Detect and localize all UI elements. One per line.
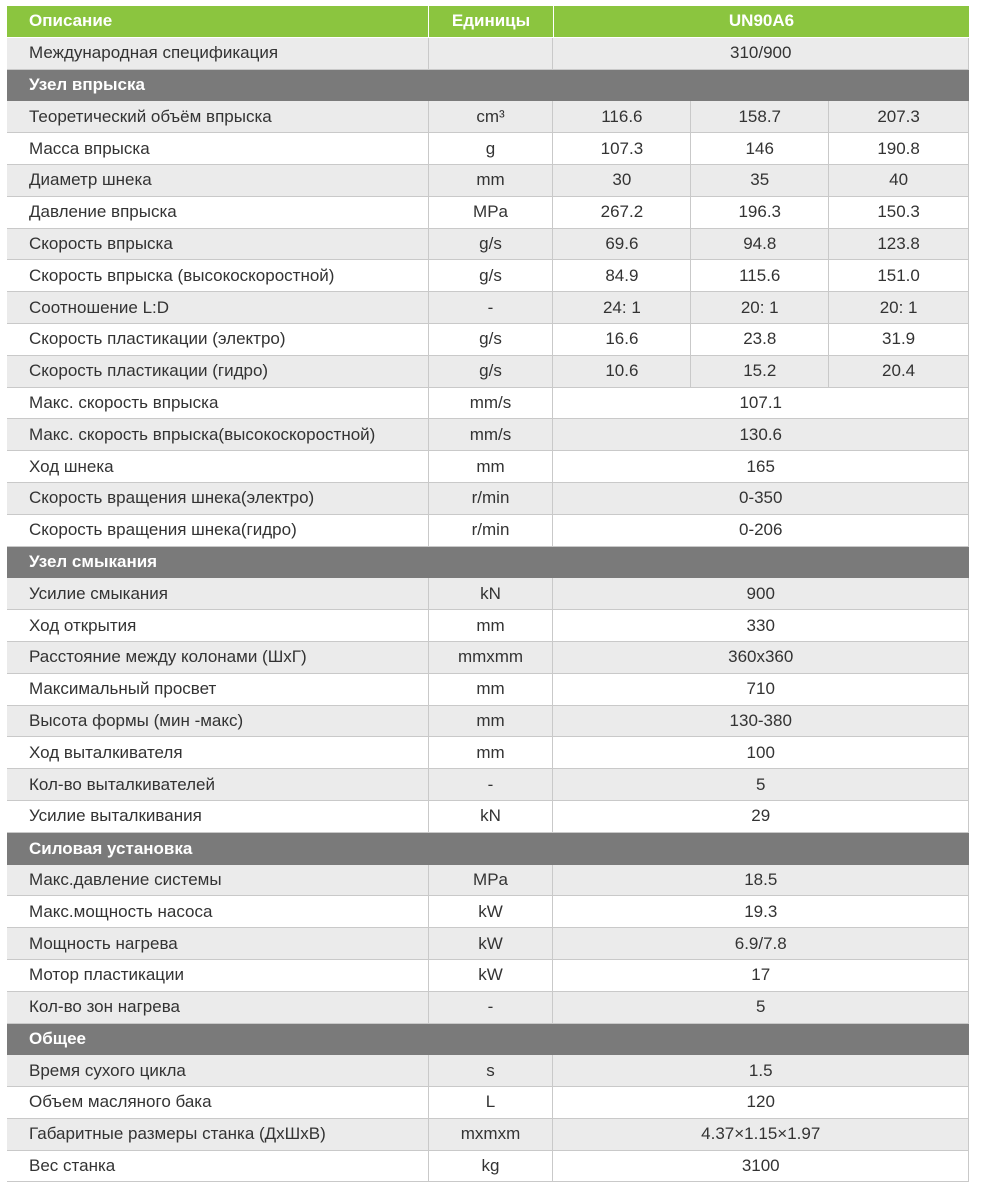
- row-unit: mm: [429, 737, 554, 768]
- row-value: 18.5: [744, 869, 778, 889]
- row-unit: g: [429, 133, 554, 164]
- row-label: Высота формы (мин -макс): [7, 706, 429, 737]
- row-unit: r/min: [429, 483, 554, 514]
- table-row: [7, 260, 969, 292]
- row-value: 3100: [741, 1156, 780, 1176]
- table-row: [7, 960, 969, 992]
- table-row: [7, 419, 969, 451]
- row-value: 900: [746, 583, 775, 603]
- row-unit: MPa: [429, 197, 554, 228]
- row-unit: kW: [429, 960, 554, 991]
- section-title: Общее: [29, 1029, 86, 1049]
- row-value: 107.1: [739, 392, 782, 412]
- table-row: [7, 133, 969, 165]
- table-row: [7, 610, 969, 642]
- row-value: 1.5: [748, 1060, 773, 1080]
- row-label: Кол-во выталкивателей: [7, 769, 429, 800]
- row-value: 24: 1: [553, 292, 691, 323]
- table-row: [7, 865, 969, 897]
- row-value: 100: [746, 742, 775, 762]
- row-unit: mm/s: [429, 419, 554, 450]
- table-row: [7, 578, 969, 610]
- row-value: 158.7: [691, 101, 829, 132]
- row-label: Габаритные размеры станка (ДхШхВ): [7, 1119, 429, 1150]
- row-unit: mm: [429, 610, 554, 641]
- table-row: [7, 515, 969, 547]
- section-header: [7, 833, 969, 865]
- table-row: [7, 292, 969, 324]
- row-unit: g/s: [429, 260, 554, 291]
- row-value: 710: [746, 679, 775, 699]
- header-model: UN90A6: [728, 11, 795, 31]
- table-row: [7, 1151, 969, 1183]
- row-value: 130.6: [739, 424, 782, 444]
- table-row: [7, 928, 969, 960]
- row-value: 6.9/7.8: [734, 933, 787, 953]
- row-unit: -: [429, 292, 554, 323]
- row-value: 23.8: [691, 324, 829, 355]
- table-row: [7, 769, 969, 801]
- row-label: Масса впрыска: [7, 133, 429, 164]
- row-label: Усилие смыкания: [7, 578, 429, 609]
- row-label: Соотношение L:D: [7, 292, 429, 323]
- section-title: Силовая установка: [29, 838, 193, 858]
- table-row: [7, 483, 969, 515]
- section-header: [7, 547, 969, 579]
- row-unit: kN: [429, 578, 554, 609]
- row-unit: MPa: [429, 865, 554, 896]
- table-row: [7, 642, 969, 674]
- row-label: Теоретический объём впрыска: [7, 101, 429, 132]
- row-unit: cm³: [429, 101, 554, 132]
- row-label: Усилие выталкивания: [7, 801, 429, 832]
- row-label: Скорость впрыска (высокоскоростной): [7, 260, 429, 291]
- row-value: 31.9: [882, 329, 916, 349]
- row-label: Международная спецификация: [7, 38, 429, 69]
- row-label: Макс. скорость впрыска: [7, 388, 429, 419]
- row-value: 115.6: [691, 260, 829, 291]
- row-value: 40: [889, 170, 909, 190]
- row-unit: g/s: [429, 229, 554, 260]
- row-value: 130-380: [729, 710, 792, 730]
- row-unit: kg: [429, 1151, 554, 1182]
- table-row: [7, 706, 969, 738]
- row-label: Скорость пластикации (электро): [7, 324, 429, 355]
- row-label: Вес станка: [7, 1151, 429, 1182]
- section-title: Узел смыкания: [29, 552, 158, 572]
- row-label: Макс.мощность насоса: [7, 896, 429, 927]
- row-value: 5: [756, 774, 766, 794]
- table-row: [7, 992, 969, 1024]
- row-value: 116.6: [553, 101, 691, 132]
- row-label: Ход открытия: [7, 610, 429, 641]
- table-row: [7, 451, 969, 483]
- row-value: 310/900: [730, 43, 792, 63]
- row-value: 84.9: [553, 260, 691, 291]
- row-value: 165: [746, 456, 775, 476]
- table-row: [7, 1055, 969, 1087]
- row-label: Объем масляного бака: [7, 1087, 429, 1118]
- table-row: [7, 356, 969, 388]
- row-label: Мощность нагрева: [7, 928, 429, 959]
- row-value: 360x360: [728, 647, 794, 667]
- row-value: 267.2: [553, 197, 691, 228]
- row-unit: mmxmm: [429, 642, 554, 673]
- row-unit: [429, 38, 554, 69]
- row-label: Скорость вращения шнека(электро): [7, 483, 429, 514]
- row-label: Расстояние между колонами (ШхГ): [7, 642, 429, 673]
- row-value: 196.3: [691, 197, 829, 228]
- table-header: [7, 6, 969, 38]
- row-value: 30: [553, 165, 691, 196]
- table-row: [7, 388, 969, 420]
- row-value: 20: 1: [879, 297, 918, 317]
- row-unit: mm: [429, 706, 554, 737]
- row-value: 20: 1: [691, 292, 829, 323]
- table-row: [7, 38, 969, 70]
- table-row: [7, 324, 969, 356]
- row-value: 20.4: [882, 361, 916, 381]
- row-value: 330: [746, 615, 775, 635]
- row-label: Ход выталкивателя: [7, 737, 429, 768]
- row-value: 29: [751, 806, 771, 826]
- row-value: 17: [751, 965, 771, 985]
- row-value: 19.3: [744, 901, 778, 921]
- table-row: [7, 1119, 969, 1151]
- row-value: 150.3: [877, 202, 920, 222]
- row-value: 123.8: [877, 233, 920, 253]
- row-unit: kW: [429, 928, 554, 959]
- row-label: Мотор пластикации: [7, 960, 429, 991]
- row-label: Скорость вращения шнека(гидро): [7, 515, 429, 546]
- spec-table: [7, 6, 969, 1182]
- row-label: Макс. скорость впрыска(высокоскоростной): [7, 419, 429, 450]
- table-row: [7, 229, 969, 261]
- table-row: [7, 197, 969, 229]
- row-label: Максимальный просвет: [7, 674, 429, 705]
- table-row: [7, 1087, 969, 1119]
- row-value: 207.3: [877, 106, 920, 126]
- row-value: 4.37×1.15×1.97: [701, 1124, 821, 1144]
- row-value: 120: [746, 1092, 775, 1112]
- section-header: [7, 1024, 969, 1056]
- row-label: Скорость пластикации (гидро): [7, 356, 429, 387]
- row-unit: mm/s: [429, 388, 554, 419]
- row-unit: mm: [429, 674, 554, 705]
- row-value: 10.6: [553, 356, 691, 387]
- table-row: [7, 674, 969, 706]
- row-unit: mm: [429, 451, 554, 482]
- row-unit: s: [429, 1055, 554, 1086]
- row-value: 94.8: [691, 229, 829, 260]
- row-value: 0-206: [738, 520, 783, 540]
- row-label: Скорость впрыска: [7, 229, 429, 260]
- row-unit: L: [429, 1087, 554, 1118]
- table-body: [7, 70, 969, 1183]
- row-unit: mxmxm: [429, 1119, 554, 1150]
- table-row: [7, 896, 969, 928]
- row-value: 107.3: [553, 133, 691, 164]
- table-row: [7, 165, 969, 197]
- row-label: Макс.давление системы: [7, 865, 429, 896]
- row-value: 5: [756, 997, 766, 1017]
- row-label: Давление впрыска: [7, 197, 429, 228]
- row-unit: -: [429, 769, 554, 800]
- row-value: 35: [691, 165, 829, 196]
- row-value: 69.6: [553, 229, 691, 260]
- row-value: 146: [691, 133, 829, 164]
- row-unit: g/s: [429, 324, 554, 355]
- row-unit: g/s: [429, 356, 554, 387]
- table-row: [7, 101, 969, 133]
- row-value: 190.8: [877, 138, 920, 158]
- section-title: Узел впрыска: [29, 75, 145, 95]
- row-label: Кол-во зон нагрева: [7, 992, 429, 1023]
- section-header: [7, 70, 969, 102]
- row-label: Ход шнека: [7, 451, 429, 482]
- row-unit: -: [429, 992, 554, 1023]
- header-units: Единицы: [429, 6, 554, 37]
- row-unit: kN: [429, 801, 554, 832]
- row-unit: r/min: [429, 515, 554, 546]
- row-unit: kW: [429, 896, 554, 927]
- table-row: [7, 737, 969, 769]
- row-label: Диаметр шнека: [7, 165, 429, 196]
- row-label: Время сухого цикла: [7, 1055, 429, 1086]
- table-row: [7, 801, 969, 833]
- row-unit: mm: [429, 165, 554, 196]
- row-value: 15.2: [691, 356, 829, 387]
- header-description: Описание: [7, 6, 429, 37]
- row-value: 0-350: [738, 488, 783, 508]
- row-value: 151.0: [877, 265, 920, 285]
- row-value: 16.6: [553, 324, 691, 355]
